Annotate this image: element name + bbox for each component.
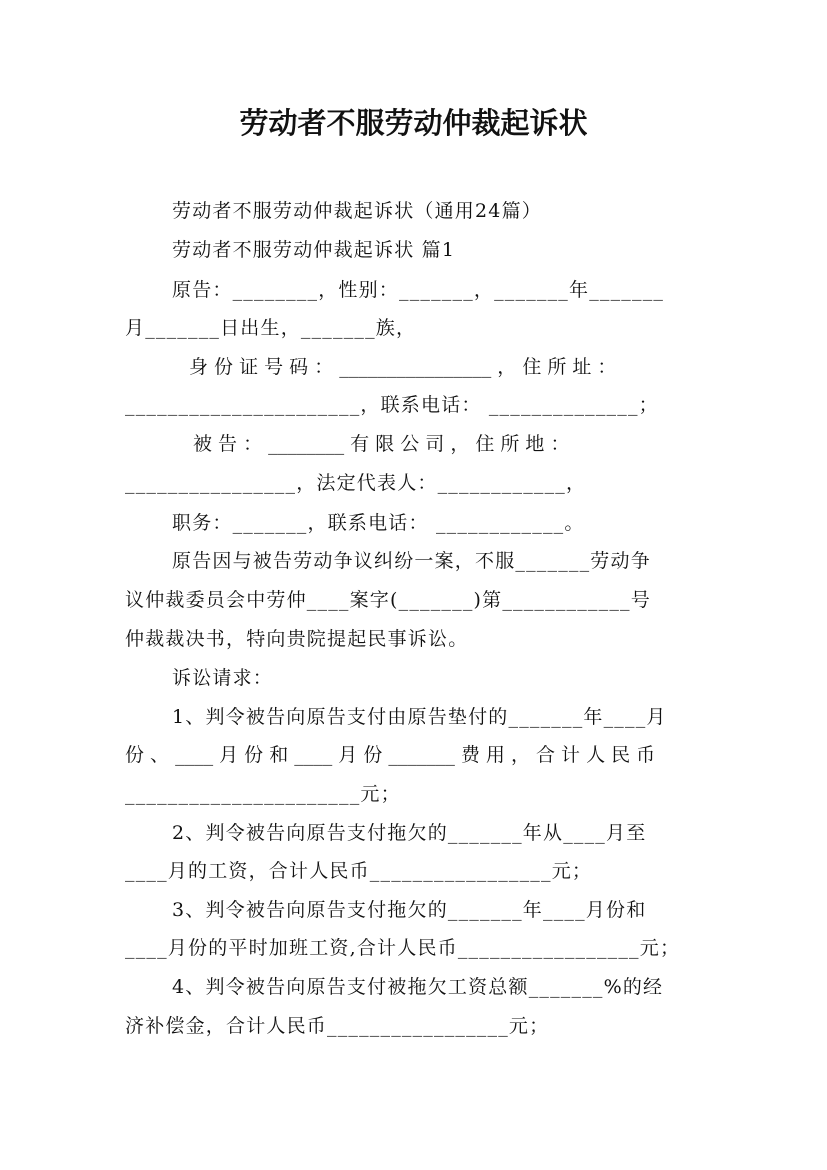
fact-line-1: 原告因与被告劳动争议纠纷一案，不服_______劳动争 [172, 550, 651, 572]
fact-line-3: 仲裁裁决书，特向贵院提起民事诉讼。 [125, 628, 469, 650]
defendant-line-1: 被 告 ： ________ 有 限 公 司 ， 住 所 地 ： [193, 433, 570, 455]
claims-heading: 诉讼请求： [172, 667, 274, 689]
claim-4-line-2: 济补偿金，合计人民币_________________元； [125, 1015, 550, 1037]
subtitle-line: 劳动者不服劳动仲裁起诉状（通用24篇） [172, 200, 542, 222]
claim-4-line-1: 4、判令被告向原告支付被拖欠工资总额_______%的经 [172, 976, 664, 998]
plaintiff-line-2: 月_______日出生，_______族， [125, 317, 417, 339]
claim-2-line-2: ____月的工资，合计人民币_________________元； [125, 860, 593, 882]
fact-line-2: 议仲裁委员会中劳仲____案字(_______)第____________号 [125, 589, 651, 611]
claim-2-line-1: 2、判令被告向原告支付拖欠的_______年从____月至 [172, 822, 647, 844]
plaintiff-line-1: 原告：________，性别：_______，_______年_______ [172, 279, 665, 301]
plaintiff-id-line: 身 份 证 号 码 ： ________________ ， 住 所 址 ： [189, 356, 617, 378]
claim-3-line-2: ____月份的平时加班工资,合计人民币_________________元； [125, 937, 681, 959]
document-title: 劳动者不服劳动仲裁起诉状 [239, 106, 588, 140]
plaintiff-address-line: ______________________，联系电话： ______________； [125, 394, 659, 416]
claim-1-line-1: 1、判令被告向原告支付由原告垫付的_______年____月 [172, 706, 667, 728]
defendant-line-2: ________________，法定代表人：____________， [125, 472, 587, 494]
claim-3-line-1: 3、判令被告向原告支付拖欠的_______年____月份和 [172, 899, 647, 921]
claim-1-line-2: 份 、 ____ 月 份 和 ____ 月 份 _______ 费 用 ， 合 计 人 民 币 [125, 744, 656, 766]
section-heading: 劳动者不服劳动仲裁起诉状 篇1 [172, 239, 456, 261]
claim-1-line-3: ______________________元； [125, 783, 401, 805]
defendant-line-3: 职务：_______，联系电话： ____________。 [172, 512, 585, 534]
